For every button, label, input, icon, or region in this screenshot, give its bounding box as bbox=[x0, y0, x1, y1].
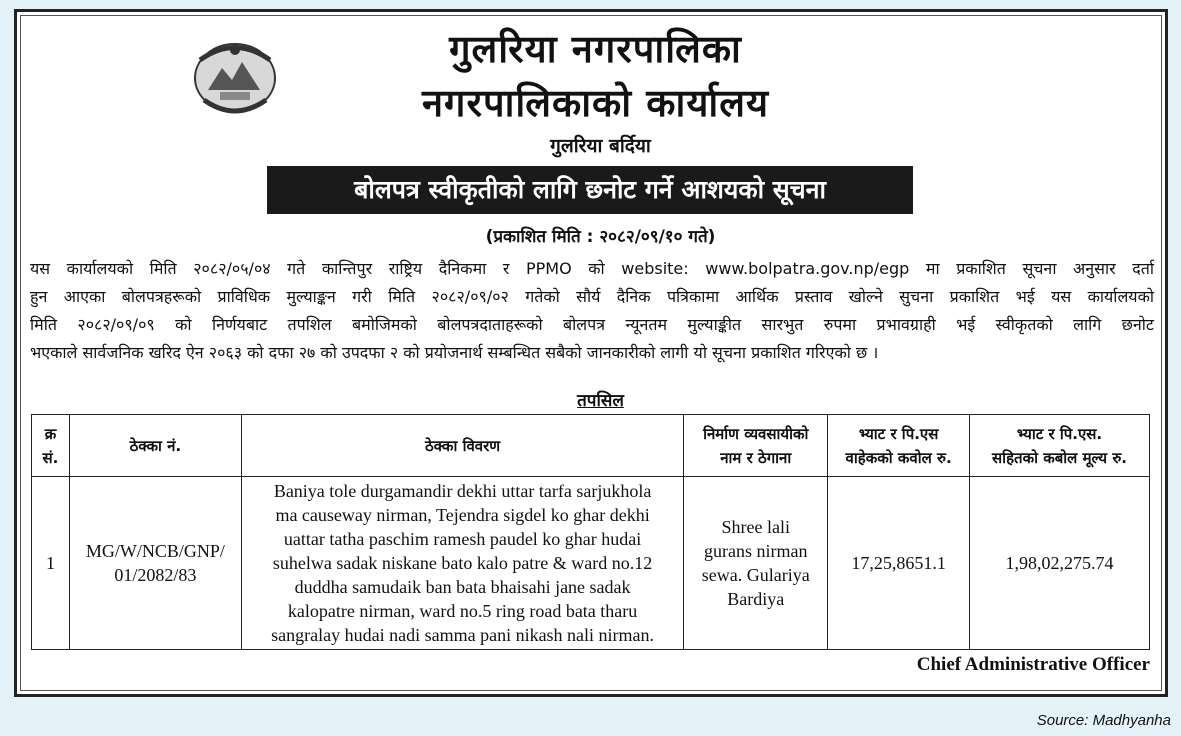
schedule-heading-wrap bbox=[0, 388, 1181, 411]
description-line: uattar tatha paschim ramesh paudel ko ghar hudai bbox=[283, 529, 642, 549]
bid-table bbox=[31, 414, 1150, 650]
notice-body-line: भएकाले सार्वजनिक खरिद ऐन २०६३ को दफा २७ को उपदफा २ को प्रयोजनार्थ सम्बन्धित सबैको जानकारीको लागी यो सूचना प्रकाशित गरिएको छ । bbox=[30, 343, 879, 362]
description-line: duddha samudaik ban bata bhaisahi jane sadak bbox=[294, 577, 631, 597]
header-sn-line: सं. bbox=[42, 448, 59, 467]
notice-body-line: हुन आएका बोलपत्रहरूको प्राविधिक मुल्याङ्कन गरी मिति २०८२/०९/०२ गतेको सौर्य दैनिक पत्रिकामा आर्थिक प्रस्ताव खोल्ने सुचना प्रकाशित भई यस कार्यालयको bbox=[30, 287, 1154, 306]
municipality-name: गुलरिया नगरपालिका bbox=[449, 27, 742, 71]
description-line: ma causeway nirman, Tejendra sigdel ko ghar dekhi bbox=[275, 505, 650, 525]
header-bid-incl-line: भ्याट र पि.एस. bbox=[1016, 424, 1103, 443]
header-bid-excl-vat bbox=[828, 415, 970, 477]
header-bid-excl-line: भ्याट र पि.एस bbox=[858, 424, 939, 443]
description-line: sangralay hudai nadi samma pani nikash nali nirman. bbox=[271, 625, 655, 645]
contract-no-line: 01/2082/83 bbox=[114, 565, 197, 585]
header-bid-incl-line: सहितको कबोल मूल्य रु. bbox=[992, 448, 1127, 467]
contract-no-line: MG/W/NCB/GNP/ bbox=[85, 541, 225, 561]
notice-title-banner: बोलपत्र स्वीकृतीको लागि छनोट गर्ने आशयको सूचना bbox=[267, 166, 913, 214]
contractor-line: sewa. Gulariya bbox=[701, 565, 810, 585]
notice-body-line: मिति २०८२/०९/०९ को निर्णयबाट तपशिल बमोजिमको बोलपत्रदाताहरूको बोलपत्र न्यूनतम मुल्याङ्कीत सारभुत रुपमा प्रभावग्राही भई स्वीकृतको लागि छनोट bbox=[30, 315, 1154, 334]
description-line: Baniya tole durgamandir dekhi uttar tarfa sarjukhola bbox=[273, 481, 652, 501]
notice-body-line: यस कार्यालयको मिति २०८२/०५/०४ गते कान्तिपुर राष्ट्रिय दैनिकमा र PPMO को website: www.bolpatra.gov.np/egp मा प्रकाशित सूचना अनुसार दर्ता bbox=[30, 259, 1154, 278]
header-bid-incl-vat bbox=[970, 415, 1150, 477]
header-sn bbox=[32, 415, 70, 477]
header-description: ठेक्का विवरण bbox=[241, 415, 683, 477]
contractor-line: Shree lali bbox=[721, 517, 790, 537]
header-sn-line: क्र bbox=[44, 424, 57, 443]
header-contractor-line: नाम र ठेगाना bbox=[720, 448, 792, 467]
cell-contract-no bbox=[69, 477, 241, 650]
cell-bid-incl-vat: 1,98,02,275.74 bbox=[970, 477, 1150, 650]
table-row bbox=[32, 477, 1150, 650]
signatory-title: Chief Administrative Officer bbox=[916, 654, 1150, 675]
cell-description bbox=[241, 477, 683, 650]
cell-bid-excl-vat: 17,25,8651.1 bbox=[828, 477, 970, 650]
description-line: suhelwa sadak niskane bato kalo patre & ward no.12 bbox=[272, 553, 653, 573]
schedule-heading: तपसिल bbox=[577, 391, 624, 411]
contractor-line: Bardiya bbox=[727, 589, 785, 609]
cell-contractor bbox=[684, 477, 828, 650]
header-bid-excl-line: वाहेकको कवोल रु. bbox=[845, 448, 952, 467]
header-contractor-line: निर्माण व्यवसायीको bbox=[703, 424, 809, 443]
header-contractor bbox=[684, 415, 828, 477]
cell-sn: 1 bbox=[32, 477, 70, 650]
notice-body bbox=[30, 255, 1154, 367]
table-header-row bbox=[32, 415, 1150, 477]
description-line: kalopatre nirman, ward no.5 ring road bata tharu bbox=[287, 601, 638, 621]
header-contract-no: ठेक्का नं. bbox=[69, 415, 241, 477]
contractor-line: gurans nirman bbox=[703, 541, 808, 561]
office-name: नगरपालिकाको कार्यालय bbox=[421, 81, 770, 125]
source-credit: Source: Madhyanha bbox=[1036, 712, 1171, 729]
published-date: (प्रकाशित मिति : २०८२/०९/१० गते) bbox=[485, 227, 716, 247]
office-location: गुलरिया बर्दिया bbox=[550, 135, 651, 157]
